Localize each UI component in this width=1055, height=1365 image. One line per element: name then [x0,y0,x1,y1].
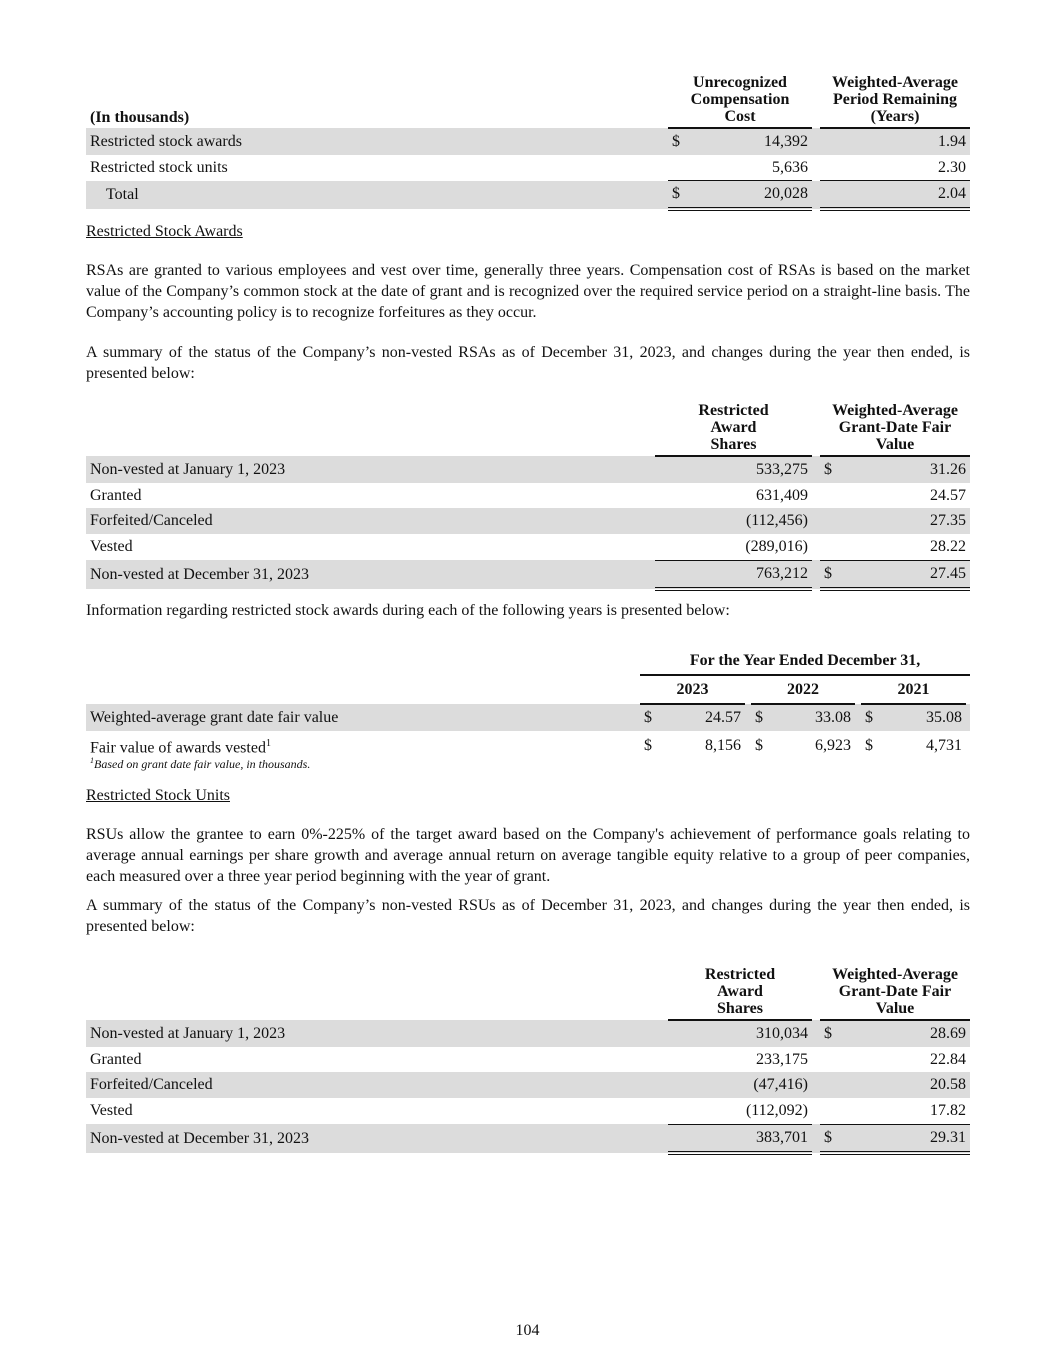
rsa-yearly-table [86,646,970,761]
rsa-paragraph: RSAs are granted to various employees and vest over time, generally three years. Compensation cost of RSAs is based on the market value of the Company’s common stock at the date of grant and is recognized over the required service period on a straight-line basis. The Company’s accounting policy is to recognize forfeitures as they occur. [86,262,970,321]
table-row: Non-vested at January 1, 2023 533,275 $ 31.26 [86,456,970,483]
table-row: Granted 233,175 22.84 [90,1050,967,1068]
info-text: Information regarding restricted stock awards during each of the following years is presented below: [86,602,730,619]
rsu-status-table [86,966,970,1155]
col-header-fair-value: Weighted-Average Grant-Date Fair Value [820,402,970,456]
table-row: Vested (289,016) 28.22 [86,534,970,560]
section-heading-rsa: Restricted Stock Awards [86,223,243,240]
col-header-unrecognized-cost: Unrecognized Compensation Cost [668,74,812,128]
col-header-2022: 2022 [751,675,855,705]
footnote: $^1$Based on grant date fair value, in thousands. [90,756,311,771]
col-header-in-thousands: (In thousands) [90,109,190,126]
col-header-2021: 2021 [861,675,966,705]
table-row: Forfeited/Canceled (112,456) 27.35 [86,508,970,534]
rsu-summary-intro: A summary of the status of the Company’s non-vested RSUs as of December 31, 2023, and changes during the year then ended, is presented below: [86,897,970,935]
table-row: Non-vested at January 1, 2023 310,034 $ 28.69 [86,1020,970,1047]
col-header-award-shares: Restricted Award Shares [668,966,812,1020]
page-number: 104 [515,1322,540,1339]
table-row: Weighted-average grant date fair value $ 24.57 $ 33.08 $ 35.08 [86,704,970,731]
col-header-2023: 2023 [640,675,745,705]
group-header-year-ended: For the Year Ended December 31, [640,646,970,675]
col-header-fair-value: Weighted-Average Grant-Date Fair Value [820,966,970,1020]
rsu-paragraph: RSUs allow the grantee to earn 0%-225% of the target award based on the Company's achievement of performance goals relating to average annual earnings per share growth and average annual return on average tangible equity relative to a group of peer companies, each measured over a three year period beginning with the year of grant. [86,826,970,885]
table-row: Restricted stock awards $ 14,392 1.94 [86,128,970,155]
table-row: Fair value of awards vested$^1$ $ 8,156 $ 6,923 $ 4,731 [90,737,962,757]
rsa-summary-intro: A summary of the status of the Company’s non-vested RSAs as of December 31, 2023, and changes during the year then ended, is presented below: [86,344,970,382]
table-row: Granted 631,409 24.57 [90,486,967,504]
table-row-total: Total $ 20,028 2.04 [86,181,970,209]
unrecognized-compensation-table [86,74,970,211]
section-heading-rsu: Restricted Stock Units [86,787,230,804]
table-row-total: Non-vested at December 31, 2023 763,212 $ 27.45 [86,560,970,588]
table-row: Restricted stock units 5,636 2.30 [86,155,970,181]
table-row-total: Non-vested at December 31, 2023 383,701 $ 29.31 [86,1124,970,1152]
table-row: Vested (112,092) 17.82 [86,1098,970,1124]
table-row: Forfeited/Canceled (47,416) 20.58 [86,1072,970,1098]
rsa-status-table [86,402,970,591]
col-header-award-shares: Restricted Award Shares [655,402,812,456]
col-header-period-remaining: Weighted-Average Period Remaining (Years) [820,74,970,128]
